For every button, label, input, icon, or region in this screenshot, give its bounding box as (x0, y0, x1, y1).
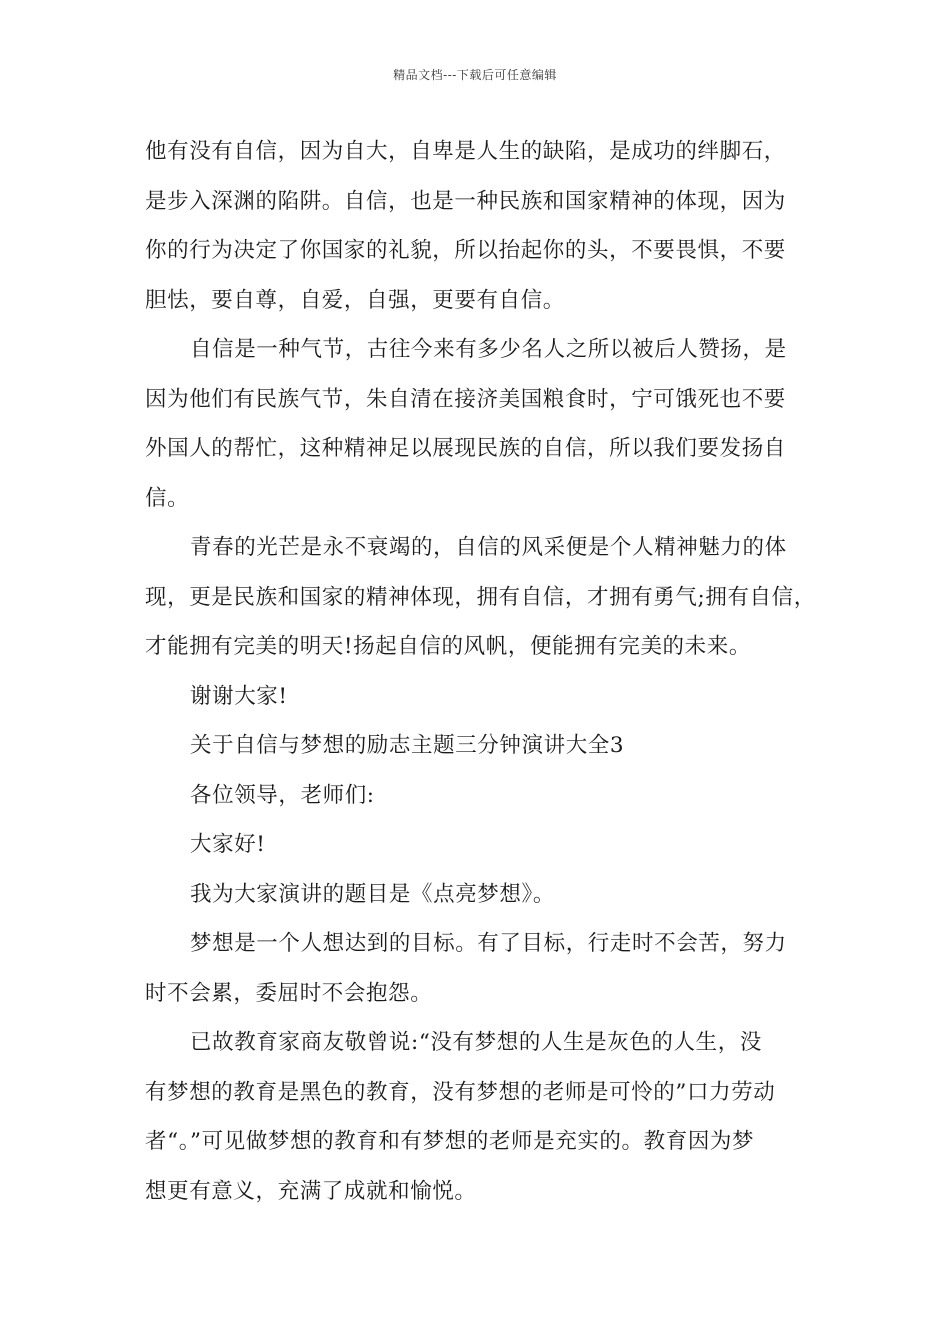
text-line: 胆怯，要自尊，自爱，自强，更要有自信。 (145, 287, 565, 313)
text-line: 关于自信与梦想的励志主题三分钟演讲大全3 (190, 733, 625, 758)
text-line: 你的行为决定了你国家的礼貌，所以抬起你的头，不要畏惧，不要 (145, 238, 786, 263)
text-line: 各位领导，老师们: (190, 782, 375, 808)
text-line: 外国人的帮忙，这种精神足以展现民族的自信，所以我们要发扬自 (145, 436, 786, 461)
text-line: 青春的光芒是永不衰竭的，自信的风采便是个人精神魅力的体 (190, 535, 787, 560)
text-line: 谢谢大家! (190, 683, 288, 709)
text-line: 因为他们有民族气节，朱自清在接济美国粮食时，宁可饿死也不要 (145, 386, 786, 412)
page-header: 精品文档---下载后可任意编辑 (393, 68, 557, 82)
text-line: 大家好! (190, 832, 266, 857)
text-line: 信。 (145, 485, 190, 511)
text-line: 自信是一种气节，古往今来有多少名人之所以被后人赞扬，是 (190, 337, 787, 362)
text-line: 者“。”可见做梦想的教育和有梦想的老师是充实的。教育因为梦 (145, 1129, 755, 1154)
text-line: 是步入深渊的陷阱。自信，也是一种民族和国家精神的体现，因为 (145, 188, 786, 214)
text-line: 梦想是一个人想达到的目标。有了目标，行走时不会苦，努力 (190, 931, 787, 956)
text-line: 我为大家演讲的题目是《点亮梦想》。 (190, 881, 555, 907)
text-line: 时不会累，委屈时不会抱怨。 (145, 980, 433, 1006)
text-line: 才能拥有完美的明天!扬起自信的风帆，便能拥有完美的未来。 (145, 634, 751, 659)
text-line: 现，更是民族和国家的精神体现，拥有自信，才拥有勇气;拥有自信， (145, 584, 816, 610)
text-line: 想更有意义，充满了成就和愉悦。 (145, 1178, 477, 1204)
text-line: 已故教育家商友敬曾说:“没有梦想的人生是灰色的人生，没 (190, 1030, 762, 1055)
document-body (145, 127, 815, 1216)
text-line: 他有没有自信，因为自大，自卑是人生的缺陷，是成功的绊脚石， (145, 139, 786, 164)
text-line: 有梦想的教育是黑色的教育，没有梦想的老师是可怜的”口力劳动 (145, 1079, 776, 1105)
